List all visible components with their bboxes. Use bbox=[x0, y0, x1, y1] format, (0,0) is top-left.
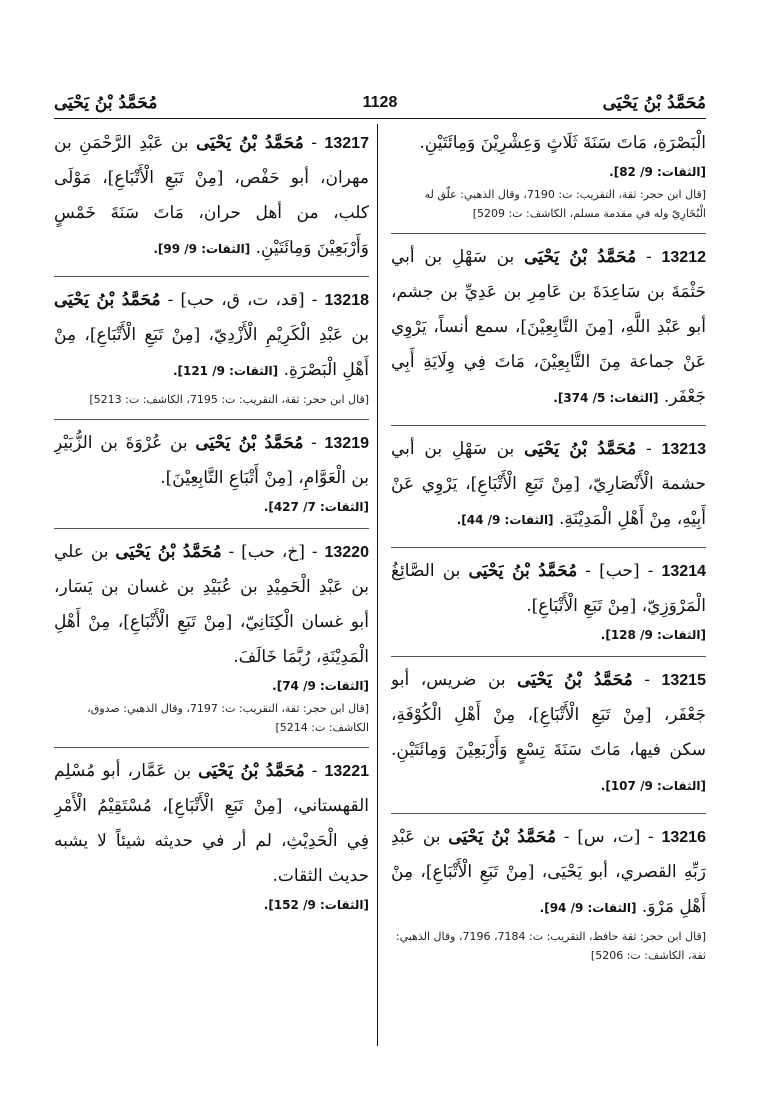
entry bbox=[54, 754, 369, 916]
entry-number: 13215 bbox=[661, 672, 706, 689]
entry-name: مُحَمَّدُ بْنُ يَحْيَى bbox=[448, 827, 557, 847]
thiqat-ref: [الثقات: 5/ 374]. bbox=[553, 391, 659, 405]
entry-name: مُحَمَّدُ بْنُ يَحْيَى bbox=[517, 670, 633, 690]
entry-text: 13213 - مُحَمَّدُ بْنُ يَحْيَى بن سَهْلِ بن أبي حشمة الْأَنْصَارِيّ، [مِنْ تَبَعِ الْأَتْبَاعِ]، يَرْوِي عَنْ أَبِيْهِ، مِنْ أَهْلِ الْمَدِيْنَةِ. [الثقات: 9/ 44]. bbox=[391, 439, 706, 529]
thiqat-ref: [الثقات: 9/ 107]. bbox=[600, 779, 706, 793]
thiqat-ref: [الثقات: 7/ 427]. bbox=[263, 500, 369, 514]
entry-number: 13214 bbox=[661, 563, 706, 580]
entry-text: 13215 - مُحَمَّدُ بْنُ يَحْيَى بن ضريس، أبو جَعْفَر، [مِنْ تَبَعِ الْأَتْبَاعِ]، مِنْ أَهْلِ الْكُوْفَةِ، سكن فيها، مَاتَ سَنَةَ تِسْعٍ وَأَرْبَعِيْنَ وَمِائَتَيْنِ. [الثقات: 9/ 107]. bbox=[391, 670, 706, 793]
entry-name: مُحَمَّدُ بْنُ يَحْيَى bbox=[196, 133, 304, 153]
entry-body: بن عَبْدِ الرَّحْمَنِ بن مهران، أبو حَفْص، [مِنْ تَبَعِ الْأَتْبَاعِ]، مَوْلَى كلب، من أهل حران، مَاتَ سَنَةَ خَمْسٍ وَأَرْبَعِيْنَ وَمِائَتَيْنِ. bbox=[54, 133, 369, 258]
entry-text bbox=[391, 126, 706, 161]
thiqat-ref: [الثقات: 9/ 99]. bbox=[153, 242, 251, 256]
entry bbox=[54, 535, 369, 737]
entry-note: [قال ابن حجر: ثقة حافظ، التقريب: ت: 7184، 7196، وقال الذهبي: ثقة، الكاشف: ت: 5206] bbox=[395, 930, 706, 962]
page-number: 1128 bbox=[362, 94, 398, 111]
entry-sigla: [خ، حب] bbox=[241, 542, 305, 562]
entry-body: بن عَمَّار، أبو مُسْلِم القهستاني، [مِنْ تَبَعِ الْأَتْبَاعِ]، مُسْتَقِيْمُ الْأَمْرِ فِي الْحَدِيْثِ، لم أر في حديثه شيئاً لا يشبه حديث الثقات. bbox=[54, 761, 369, 886]
entry-body: بن علي بن عَبْدِ الْحَمِيْدِ بن عُبَيْدِ بن غسان بن يَسَار، أبو غسان الْكِنَانِيّ، [مِنْ تَبَعِ الْأَتْبَاعِ]، مِنْ أَهْلِ الْمَدِيْنَةِ، رُبَّمَا خَالَفَ. bbox=[54, 542, 369, 667]
entry bbox=[391, 554, 706, 646]
entry-body: بن عَبْدِ رَبِّهِ القصري، أبو يَحْيَى، [مِنْ تَبَعِ الْأَتْبَاعِ]، مِنْ أَهْلِ مَرْوَ. bbox=[391, 827, 706, 917]
entry-number: 13216 bbox=[661, 829, 706, 846]
thiqat-ref: [الثقات: 9/ 152]. bbox=[263, 898, 369, 912]
entry-number: 13217 bbox=[324, 135, 369, 152]
entry-name: مُحَمَّدُ بْنُ يَحْيَى bbox=[198, 761, 305, 781]
entry-text: 13218 - [قد، ت، ق، حب] - مُحَمَّدُ بْنُ يَحْيَى بن عَبْدِ الْكَرِيْمِ الْأَزْدِيّ، [مِنْ تَبَعِ الْأَتْبَاعِ]، مِنْ أَهْلِ الْبَصْرَةِ. [الثقات: 9/ 121]. bbox=[54, 290, 369, 380]
thiqat-ref: [الثقات: 9/ 128]. bbox=[600, 628, 706, 642]
entry-name: مُحَمَّدُ بْنُ يَحْيَى bbox=[524, 439, 637, 459]
entry-number: 13212 bbox=[661, 249, 706, 266]
entry-body: بن ضريس، أبو جَعْفَر، [مِنْ تَبَعِ الْأَتْبَاعِ]، مِنْ أَهْلِ الْكُوْفَةِ، سكن فيها، مَاتَ سَنَةَ تِسْعٍ وَأَرْبَعِيْنَ وَمِائَتَيْنِ. bbox=[391, 670, 706, 760]
entry-number: 13220 bbox=[324, 544, 369, 561]
entry-name: مُحَمَّدُ بْنُ يَحْيَى bbox=[54, 290, 161, 310]
entry-number: 13219 bbox=[324, 435, 369, 452]
entry-rule bbox=[54, 276, 369, 277]
entry-name: مُحَمَّدُ بْنُ يَحْيَى bbox=[468, 561, 578, 581]
thiqat-ref: [الثقات: 9/ 82]. bbox=[609, 165, 706, 179]
column-divider bbox=[377, 124, 378, 1046]
entry-note: [قال ابن حجر: ثقة، التقريب: ت: 7195، الكاشف: ت: 5213] bbox=[89, 393, 369, 406]
entry-rule bbox=[391, 233, 706, 234]
entry-note: [قال ابن حجر: ثقة، التقريب: ت: 7190، وقال الذهبي: علّق له الْبُخَارِيّ وله في مقدمة مسلم، الكاشف: ت: 5209] bbox=[424, 188, 706, 220]
entry-body: الْبَصْرَةِ، مَاتَ سَنَةَ ثَلَاثٍ وَعِشْرِيْنَ وَمِائَتَيْنِ. bbox=[419, 133, 706, 153]
left-column bbox=[54, 126, 369, 1076]
entry bbox=[391, 820, 706, 965]
running-title-right: مُحَمَّدُ بْنُ يَحْيَى bbox=[602, 93, 706, 113]
entry-body: بن سَهْلِ بن أبي حَثْمَةَ بن سَاعِدَةَ بن عَامِرِ بن عَدِيِّ بن جشم، أبو عَبْدِ اللَّهِ، [مِنَ التَّابِعِيْنَ]، سمع أنساً، يَرْوِي عَنْ جماعة مِنَ التَّابِعِيْنَ، مَاتَ فِي وِلَايَةِ أَبِي جَعْفَر. bbox=[391, 247, 706, 407]
entry bbox=[391, 126, 706, 223]
entry-text: 13214 - [حب] - مُحَمَّدُ بْنُ يَحْيَى بن الصَّائِغُ الْمَرْوَزِيّ، [مِنْ تَبَعِ الْأَتْبَاعِ]. bbox=[391, 561, 706, 616]
thiqat-ref: [الثقات: 9/ 74]. bbox=[272, 679, 369, 693]
thiqat-ref: [الثقات: 9/ 121]. bbox=[172, 364, 279, 378]
entry-body: بن سَهْلِ بن أبي حشمة الْأَنْصَارِيّ، [مِنْ تَبَعِ الْأَتْبَاعِ]، يَرْوِي عَنْ أَبِيْهِ، مِنْ أَهْلِ الْمَدِيْنَةِ. bbox=[391, 439, 706, 529]
entry-rule bbox=[391, 656, 706, 657]
entry-body: بن عَبْدِ الْكَرِيْمِ الْأَزْدِيّ، [مِنْ تَبَعِ الْأَتْبَاعِ]، مِنْ أَهْلِ الْبَصْرَةِ. bbox=[54, 325, 369, 380]
entry-rule bbox=[391, 813, 706, 814]
entry bbox=[391, 663, 706, 803]
entry-number: 13218 bbox=[324, 292, 369, 309]
entry-text: 13217 - مُحَمَّدُ بْنُ يَحْيَى بن عَبْدِ الرَّحْمَنِ بن مهران، أبو حَفْص، [مِنْ تَبَعِ الْأَتْبَاعِ]، مَوْلَى كلب، من أهل حران، مَاتَ سَنَةَ خَمْسٍ وَأَرْبَعِيْنَ وَمِائَتَيْنِ. [الثقات: 9/ 99]. bbox=[54, 133, 369, 258]
entry-body: بن الصَّائِغُ الْمَرْوَزِيّ، [مِنْ تَبَعِ الْأَتْبَاعِ]. bbox=[391, 561, 706, 616]
entry-rule bbox=[54, 528, 369, 529]
entry-note: [قال ابن حجر: ثقة، التقريب: ت: 7197، وقال الذهبي: صدوق، الكاشف: ت: 5214] bbox=[87, 702, 369, 734]
entry-rule bbox=[54, 747, 369, 748]
entry-sigla: [ت، س] bbox=[577, 827, 641, 847]
entry bbox=[391, 432, 706, 537]
entry-sigla: [قد، ت، ق، حب] bbox=[180, 290, 305, 310]
page-header bbox=[54, 88, 706, 118]
entry-rule bbox=[391, 547, 706, 548]
entry-sigla: [حب] bbox=[599, 561, 640, 581]
entry-name: مُحَمَّدُ بْنُ يَحْيَى bbox=[524, 247, 637, 267]
entry bbox=[391, 240, 706, 415]
entry bbox=[54, 283, 369, 409]
entry-text: 13219 - مُحَمَّدُ بْنُ يَحْيَى بن عُرْوَةَ بن الزُّبَيْرِ بن الْعَوَّامِ، [مِنْ أَتْبَاعِ التَّابِعِيْنَ]. bbox=[54, 433, 369, 488]
entry-text: 13220 - [خ، حب] - مُحَمَّدُ بْنُ يَحْيَى بن علي بن عَبْدِ الْحَمِيْدِ بن عُبَيْدِ بن غسان بن يَسَار، أبو غسان الْكِنَانِيّ، [مِنْ تَبَعِ الْأَتْبَاعِ]، مِنْ أَهْلِ الْمَدِيْنَةِ، رُبَّمَا خَالَفَ. bbox=[54, 542, 369, 667]
entry-number: 13221 bbox=[324, 763, 369, 780]
running-title-left: مُحَمَّدُ بْنُ يَحْيَى bbox=[54, 93, 158, 113]
thiqat-ref: [الثقات: 9/ 94]. bbox=[539, 901, 637, 915]
entry-name: مُحَمَّدُ بْنُ يَحْيَى bbox=[195, 433, 304, 453]
header-rule bbox=[54, 118, 706, 119]
entry-body: بن عُرْوَةَ بن الزُّبَيْرِ بن الْعَوَّامِ، [مِنْ أَتْبَاعِ التَّابِعِيْنَ]. bbox=[54, 433, 369, 488]
entry-text: 13212 - مُحَمَّدُ بْنُ يَحْيَى بن سَهْلِ بن أبي حَثْمَةَ بن سَاعِدَةَ بن عَامِرِ بن عَدِيِّ بن جشم، أبو عَبْدِ اللَّهِ، [مِنَ التَّابِعِيْنَ]، سمع أنساً، يَرْوِي عَنْ جماعة مِنَ التَّابِعِيْنَ، مَاتَ فِي وِلَايَةِ أَبِي جَعْفَر. [الثقات: 5/ 374]. bbox=[391, 247, 706, 407]
entry-name: مُحَمَّدُ بْنُ يَحْيَى bbox=[115, 542, 222, 562]
entry bbox=[54, 426, 369, 518]
entry-rule bbox=[391, 425, 706, 426]
entry bbox=[54, 126, 369, 266]
entry-number: 13213 bbox=[661, 441, 706, 458]
entry-rule bbox=[54, 419, 369, 420]
entry-text: 13216 - [ت، س] - مُحَمَّدُ بْنُ يَحْيَى بن عَبْدِ رَبِّهِ القصري، أبو يَحْيَى، [مِنْ تَبَعِ الْأَتْبَاعِ]، مِنْ أَهْلِ مَرْوَ. [الثقات: 9/ 94]. bbox=[391, 827, 706, 917]
right-column bbox=[391, 126, 706, 1076]
thiqat-ref: [الثقات: 9/ 44]. bbox=[456, 513, 554, 527]
entry-text: 13221 - مُحَمَّدُ بْنُ يَحْيَى بن عَمَّار، أبو مُسْلِم القهستاني، [مِنْ تَبَعِ الْأَتْبَاعِ]، مُسْتَقِيْمُ الْأَمْرِ فِي الْحَدِيْثِ، لم أر في حديثه شيئاً لا يشبه حديث الثقات. bbox=[54, 761, 369, 886]
